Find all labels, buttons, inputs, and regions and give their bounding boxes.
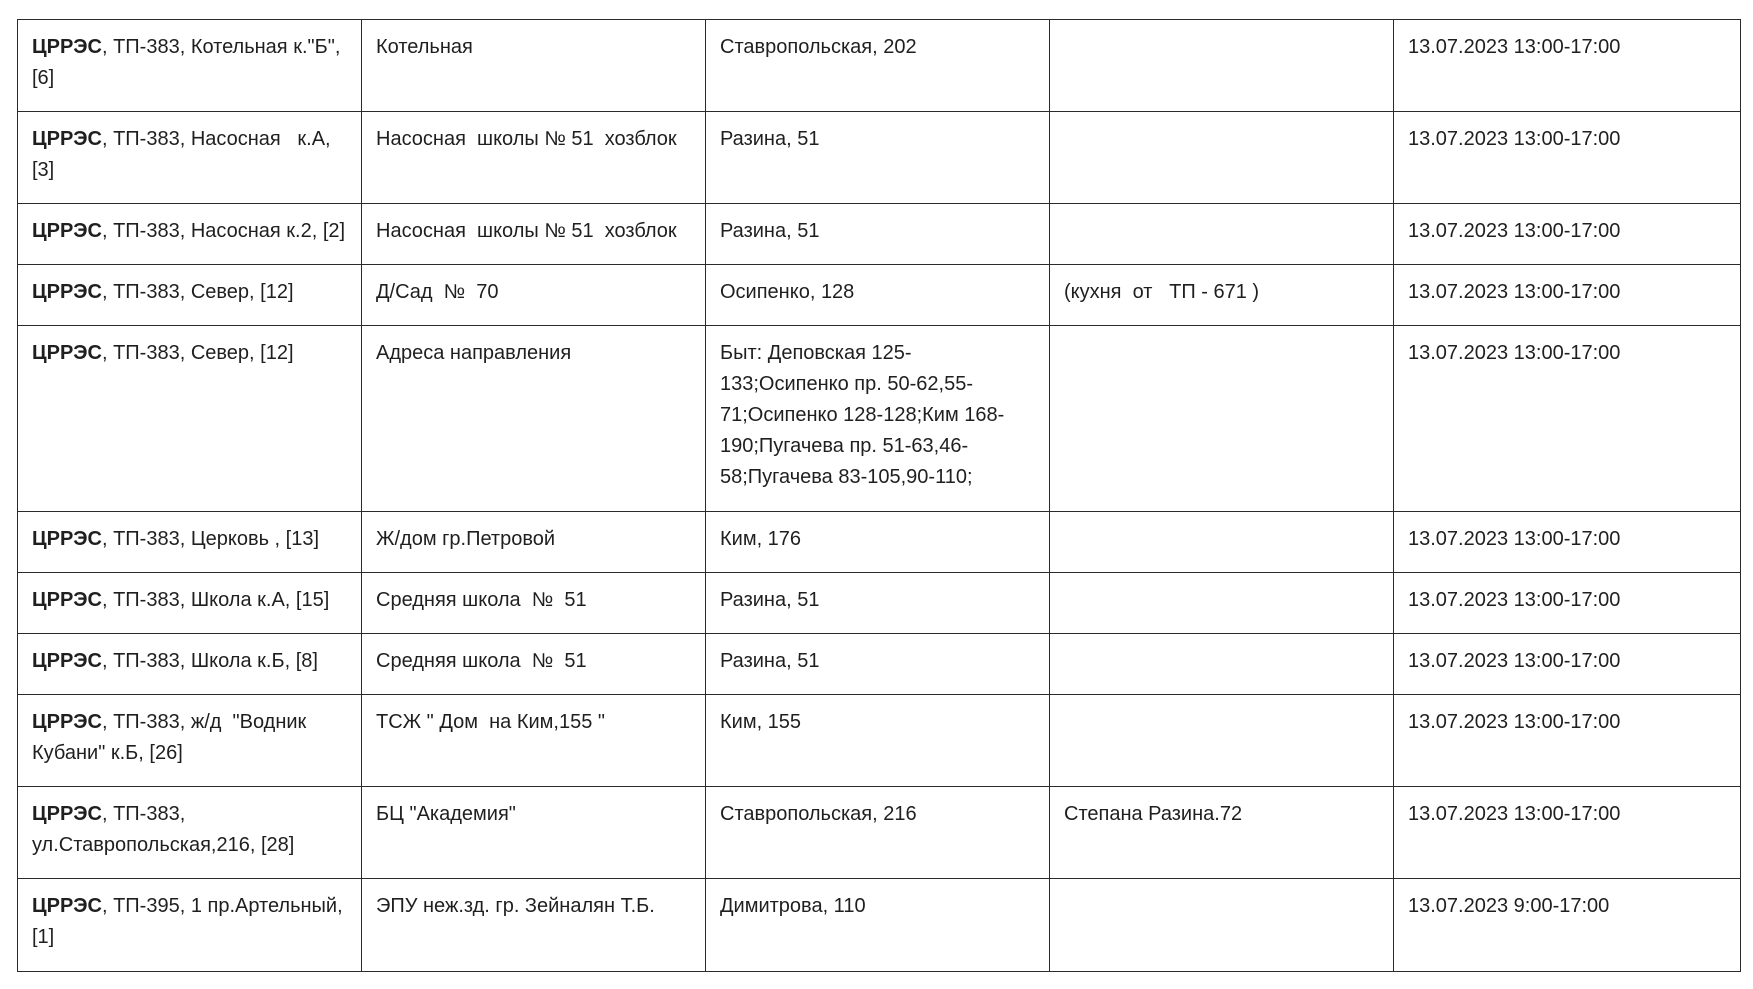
network-tag: ЦРРЭС [32, 128, 102, 150]
network-tag: ЦРРЭС [32, 528, 102, 550]
table-row [18, 326, 1741, 512]
note-cell [1050, 20, 1394, 112]
feeder-cell [18, 512, 362, 573]
consumer-cell: БЦ "Академия" [362, 787, 706, 879]
period-cell: 13.07.2023 13:00-17:00 [1394, 512, 1741, 573]
table-row [18, 204, 1741, 265]
period-cell: 13.07.2023 13:00-17:00 [1394, 204, 1741, 265]
feeder-cell [18, 326, 362, 512]
note-cell: Степана Разина.72 [1050, 787, 1394, 879]
network-tag: ЦРРЭС [32, 803, 102, 825]
feeder-text: , ТП-383, Насосная к.А, [3] [32, 128, 337, 181]
address-cell: Ставропольская, 202 [706, 20, 1050, 112]
period-cell: 13.07.2023 13:00-17:00 [1394, 573, 1741, 634]
period-cell: 13.07.2023 13:00-17:00 [1394, 634, 1741, 695]
address-cell: Ким, 176 [706, 512, 1050, 573]
feeder-text: , ТП-383, ул.Ставропольская,216, [28] [32, 803, 295, 856]
table-row [18, 695, 1741, 787]
feeder-text: , ТП-395, 1 пр.Артельный, [1] [32, 895, 349, 948]
note-cell [1050, 634, 1394, 695]
consumer-cell: Средняя школа № 51 [362, 634, 706, 695]
network-tag: ЦРРЭС [32, 281, 102, 303]
period-cell: 13.07.2023 13:00-17:00 [1394, 695, 1741, 787]
consumer-cell: Котельная [362, 20, 706, 112]
consumer-cell: Ж/дом гр.Петровой [362, 512, 706, 573]
address-cell: Разина, 51 [706, 204, 1050, 265]
period-cell: 13.07.2023 13:00-17:00 [1394, 112, 1741, 204]
consumer-cell: Насосная школы № 51 хозблок [362, 112, 706, 204]
table-row [18, 634, 1741, 695]
note-cell [1050, 879, 1394, 972]
feeder-text: , ТП-383, ж/д "Водник Кубани" к.Б, [26] [32, 711, 312, 764]
period-cell: 13.07.2023 13:00-17:00 [1394, 326, 1741, 512]
address-cell: Разина, 51 [706, 634, 1050, 695]
feeder-cell [18, 112, 362, 204]
feeder-text: , ТП-383, Насосная к.2, [2] [101, 220, 346, 242]
consumer-cell: Адреса направления [362, 326, 706, 512]
consumer-cell: Насосная школы № 51 хозблок [362, 204, 706, 265]
network-tag: ЦРРЭС [32, 36, 102, 58]
feeder-cell [18, 265, 362, 326]
network-tag: ЦРРЭС [32, 342, 102, 364]
table-row [18, 879, 1741, 972]
table-row [18, 265, 1741, 326]
feeder-cell [18, 204, 362, 265]
address-cell: Разина, 51 [706, 573, 1050, 634]
consumer-cell: Д/Сад № 70 [362, 265, 706, 326]
address-cell: Ставропольская, 216 [706, 787, 1050, 879]
table-row [18, 573, 1741, 634]
network-tag: ЦРРЭС [32, 895, 102, 917]
network-tag: ЦРРЭС [32, 220, 102, 242]
outage-table [17, 19, 1741, 972]
note-cell [1050, 112, 1394, 204]
consumer-cell: Средняя школа № 51 [362, 573, 706, 634]
table-row [18, 512, 1741, 573]
period-cell: 13.07.2023 9:00-17:00 [1394, 879, 1741, 972]
feeder-cell [18, 787, 362, 879]
note-cell [1050, 573, 1394, 634]
feeder-text: , ТП-383, Север, [12] [101, 342, 294, 364]
network-tag: ЦРРЭС [32, 650, 102, 672]
address-cell: Димитрова, 110 [706, 879, 1050, 972]
address-cell: Быт: Деповская 125-133;Осипенко пр. 50-62,55-71;Осипенко 128-128;Ким 168-190;Пугачева пр. 51-63,46-58;Пугачева 83-105,90-110; [706, 326, 1050, 512]
table-row [18, 20, 1741, 112]
consumer-cell: ТСЖ " Дом на Ким,155 " [362, 695, 706, 787]
feeder-text: , ТП-383, Котельная к."Б", [6] [32, 36, 346, 89]
feeder-text: , ТП-383, Церковь , [13] [101, 528, 320, 550]
table-row [18, 112, 1741, 204]
note-cell [1050, 695, 1394, 787]
network-tag: ЦРРЭС [32, 711, 102, 733]
consumer-cell: ЭПУ неж.зд. гр. Зейналян Т.Б. [362, 879, 706, 972]
note-cell [1050, 326, 1394, 512]
note-cell [1050, 204, 1394, 265]
network-tag: ЦРРЭС [32, 589, 102, 611]
period-cell: 13.07.2023 13:00-17:00 [1394, 20, 1741, 112]
table-row [18, 787, 1741, 879]
feeder-cell [18, 634, 362, 695]
address-cell: Разина, 51 [706, 112, 1050, 204]
feeder-cell [18, 695, 362, 787]
feeder-text: , ТП-383, Школа к.Б, [8] [101, 650, 318, 672]
note-cell [1050, 512, 1394, 573]
period-cell: 13.07.2023 13:00-17:00 [1394, 265, 1741, 326]
feeder-cell [18, 879, 362, 972]
feeder-text: , ТП-383, Север, [12] [101, 281, 294, 303]
feeder-cell [18, 20, 362, 112]
note-cell: (кухня от ТП - 671 ) [1050, 265, 1394, 326]
feeder-cell [18, 573, 362, 634]
address-cell: Ким, 155 [706, 695, 1050, 787]
period-cell: 13.07.2023 13:00-17:00 [1394, 787, 1741, 879]
feeder-text: , ТП-383, Школа к.А, [15] [101, 589, 330, 611]
address-cell: Осипенко, 128 [706, 265, 1050, 326]
